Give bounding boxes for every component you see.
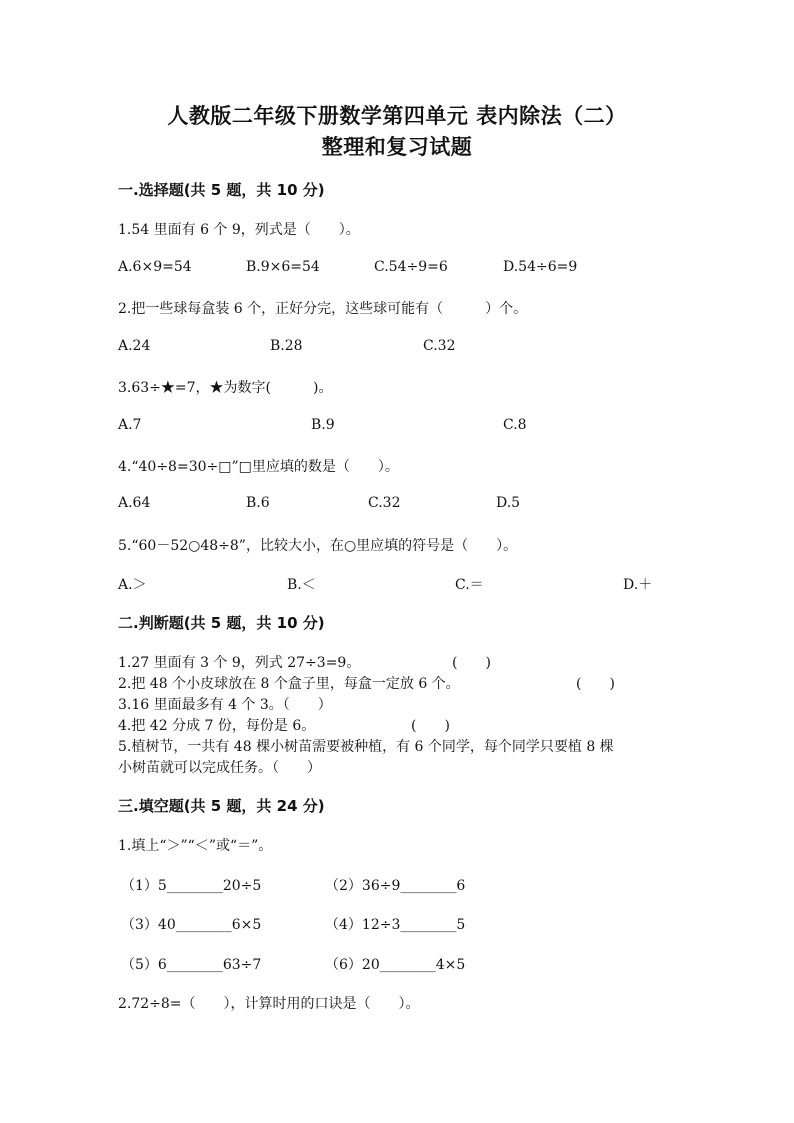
fill-q2-stem: 2.72÷8=（ ），计算时用的口诀是（ ）。 <box>118 996 420 1012</box>
q5-option-c: C.＝ <box>455 577 484 593</box>
fill-q1-item-1: （1）5________20÷5 <box>121 878 262 894</box>
q3-option-a: A.7 <box>118 417 142 433</box>
q4-stem: 4.“40÷8=30÷□”□里应填的数是（ ）。 <box>118 459 399 475</box>
q4-option-a: A.64 <box>118 495 151 511</box>
q4-option-d: D.5 <box>496 495 521 511</box>
fill-q1-item-5: （5）6________63÷7 <box>121 957 262 973</box>
q2-option-c: C.32 <box>423 338 456 354</box>
section3-heading: 三.填空题(共 5 题，共 24 分) <box>118 797 325 815</box>
tf-item-3: 3.16 里面最多有 4 个 3。（ ） <box>118 697 332 713</box>
q4-option-c: C.32 <box>368 495 401 511</box>
q5-option-d: D.＋ <box>623 577 653 593</box>
q3-stem: 3.63÷★=7，★为数字( )。 <box>118 380 333 396</box>
q2-option-a: A.24 <box>118 338 151 354</box>
q5-stem: 5.“60－52○48÷8”，比较大小，在○里应填的符号是（ ）。 <box>118 538 518 554</box>
q1-option-d: D.54÷6=9 <box>503 259 578 275</box>
fill-q1-item-2: （2）36÷9________6 <box>325 878 466 894</box>
q5-option-b: B.＜ <box>287 577 316 593</box>
tf-item-1-bracket: ( ) <box>452 655 491 671</box>
tf-item-4: 4.把 42 分成 7 份，每份是 6。 <box>118 718 316 734</box>
q3-option-b: B.9 <box>311 417 335 433</box>
q2-stem: 2.把一些球每盒装 6 个，正好分完，这些球可能有（ ）个。 <box>118 301 528 317</box>
q5-option-a: A.＞ <box>118 577 147 593</box>
section1-heading: 一.选择题(共 5 题，共 10 分) <box>118 181 325 199</box>
tf-item-2: 2.把 48 个小皮球放在 8 个盒子里，每盒一定放 6 个。 <box>118 676 460 692</box>
tf-item-5: 5.植树节，一共有 48 棵小树苗需要被种植，有 6 个同学，每个同学只要植 8 棵 <box>118 739 614 755</box>
fill-q1-item-6: （6）20________4×5 <box>325 957 466 973</box>
q3-option-c: C.8 <box>503 417 527 433</box>
page-title-line2: 整理和复习试题 <box>321 135 473 159</box>
q1-option-b: B.9×6=54 <box>246 259 320 275</box>
fill-q1-item-4: （4）12÷3________5 <box>325 917 466 933</box>
q1-stem: 1.54 里面有 6 个 9，列式是（ ）。 <box>118 222 360 238</box>
q1-option-c: C.54÷9=6 <box>374 259 448 275</box>
tf-item-2-bracket: ( ) <box>576 676 615 692</box>
page-title-line1: 人教版二年级下册数学第四单元 表内除法（二） <box>167 104 627 128</box>
q1-option-a: A.6×9=54 <box>118 259 192 275</box>
q2-option-b: B.28 <box>270 338 303 354</box>
tf-item-5-cont: 小树苗就可以完成任务。（ ） <box>118 760 321 776</box>
fill-q1-item-3: （3）40________6×5 <box>121 917 262 933</box>
fill-q1-stem: 1.填上“＞”“＜”或“＝”。 <box>118 838 273 854</box>
q4-option-b: B.6 <box>246 495 270 511</box>
tf-item-1: 1.27 里面有 3 个 9，列式 27÷3=9。 <box>118 655 361 671</box>
tf-item-4-bracket: ( ) <box>411 718 450 734</box>
section2-heading: 二.判断题(共 5 题，共 10 分) <box>118 614 325 632</box>
